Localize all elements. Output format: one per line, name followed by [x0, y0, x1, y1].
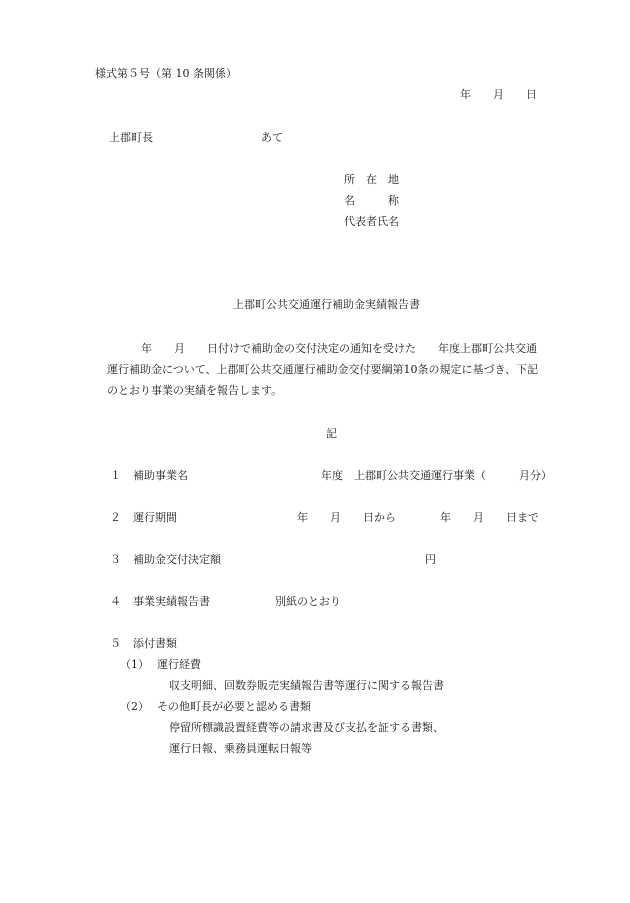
item-3-number: ３ [110, 553, 121, 566]
item-5-sub-2-number: （2） [120, 700, 149, 713]
item-5-sub-2-detail-2: 運行日報、乗務員運転日報等 [169, 742, 312, 755]
item-5-sub-2-label: その他町長が必要と認める書類 [157, 700, 311, 713]
address-label: 所 在 地 [344, 173, 399, 186]
item-4-value: 別紙のとおり [275, 595, 341, 608]
item-1-value: 年度 上郡町公共交通運行事業（ 月分） [321, 469, 552, 482]
item-2-value: 年 月 日から 年 月 日まで [297, 511, 539, 524]
item-2-label: 運行期間 [133, 511, 177, 524]
item-5-sub-1-label: 運行経費 [157, 658, 201, 671]
item-5-sub-2-detail-1: 停留所標識設置経費等の請求書及び支払を証する書類、 [169, 721, 444, 734]
item-1-number: １ [110, 469, 121, 482]
form-number: 様式第５号（第 10 条関係） [95, 67, 237, 80]
body-line-2: 運行補助金について、上郡町公共交通運行補助金交付要綱第10条の規定に基づき、下記 [107, 363, 539, 376]
item-3-label: 補助金交付決定額 [133, 553, 221, 566]
name-label: 名 称 [344, 194, 399, 207]
item-5-label: 添付書類 [133, 637, 177, 650]
item-5-sub-1-detail: 収支明細、回数券販売実績報告書等運行に関する報告書 [169, 679, 444, 692]
item-5-number: ５ [110, 637, 121, 650]
item-1-label: 補助事業名 [133, 469, 188, 482]
document-title: 上郡町公共交通運行補助金実績報告書 [233, 298, 420, 311]
item-4-number: ４ [110, 595, 121, 608]
recipient: 上郡町長 [109, 131, 153, 144]
item-3-value: 円 [425, 553, 436, 566]
representative-label: 代表者氏名 [344, 215, 399, 228]
recipient-suffix: あて [261, 131, 283, 144]
item-2-number: ２ [110, 511, 121, 524]
item-4-label: 事業実績報告書 [133, 595, 210, 608]
body-line-1: 年 月 日付けで補助金の交付決定の通知を受けた 年度上郡町公共交通 [119, 342, 537, 355]
item-5-sub-1-number: （1） [120, 658, 149, 671]
ki-heading: 記 [326, 427, 337, 440]
body-line-3: のとおり事業の実績を報告します。 [107, 384, 283, 397]
date-line: 年 月 日 [460, 88, 537, 101]
